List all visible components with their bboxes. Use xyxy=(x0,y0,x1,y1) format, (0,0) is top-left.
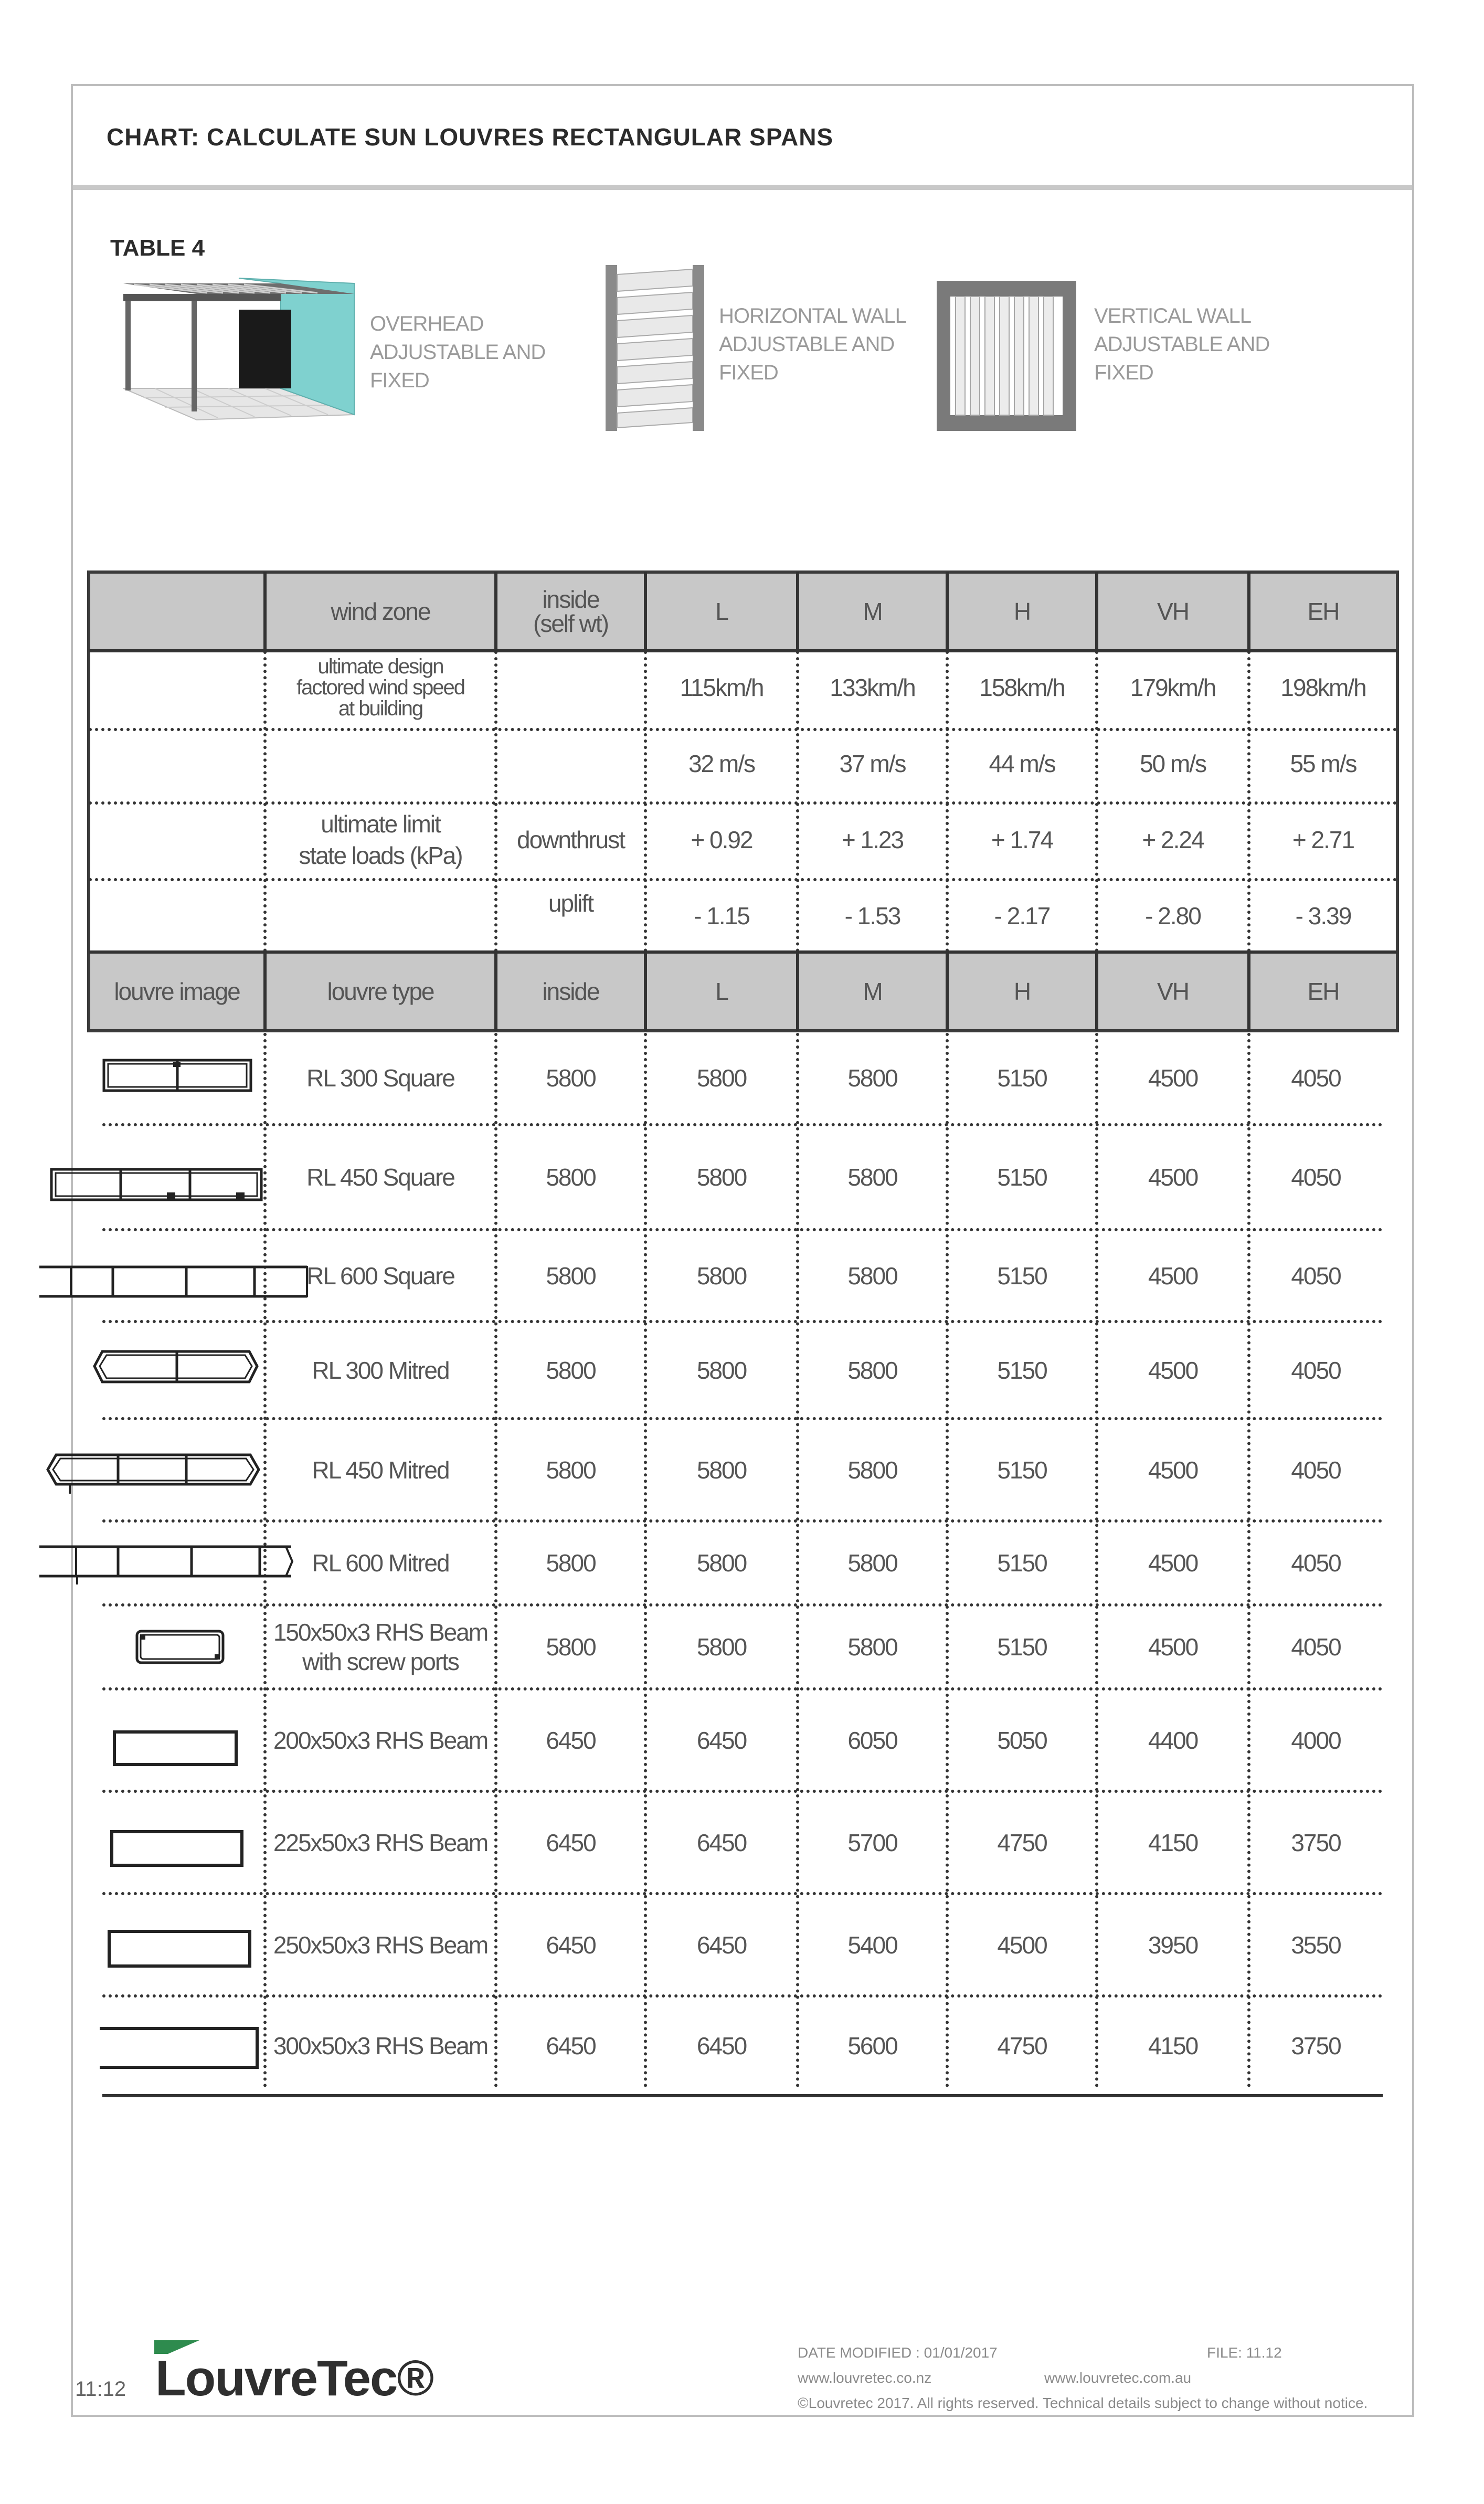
title-band xyxy=(73,86,1412,186)
span-value-eh: 4050 xyxy=(1291,1164,1341,1191)
horizontal-wall-louvre-icon xyxy=(603,265,708,436)
header-zone-l: L xyxy=(715,598,728,625)
loads-label xyxy=(265,803,496,876)
span-value-inside: 5800 xyxy=(546,1456,596,1484)
span-value-eh: 4050 xyxy=(1291,1356,1341,1384)
span-value-m: 5600 xyxy=(847,2032,897,2059)
caption-line: HORIZONTAL WALL xyxy=(719,304,906,327)
ms-vh: 50 m/s xyxy=(1139,750,1206,777)
louvre-type-line: RL 450 Mitred xyxy=(312,1456,449,1484)
header-louvre-image: louvre image xyxy=(114,978,240,1005)
span-value-eh: 4050 xyxy=(1291,1633,1341,1661)
header-wind-zone: wind zone xyxy=(331,598,430,625)
col-divider xyxy=(1095,572,1098,651)
span-value-inside: 5800 xyxy=(546,1549,596,1577)
span-value-h: 5150 xyxy=(997,1356,1047,1384)
span-value-vh: 4150 xyxy=(1148,2032,1198,2059)
louvre-type-line: RL 300 Square xyxy=(306,1064,454,1092)
kmh-vh: 179km/h xyxy=(1130,674,1216,701)
col-divider xyxy=(946,572,949,651)
span-value-h: 4500 xyxy=(997,1931,1047,1959)
span-value-vh: 4500 xyxy=(1148,1456,1198,1484)
span-value-m: 5800 xyxy=(847,1262,897,1290)
caption-line: FIXED xyxy=(370,369,429,392)
louvre-type-line: 250x50x3 RHS Beam xyxy=(273,1931,488,1959)
louvre-type-line: RL 300 Mitred xyxy=(312,1356,449,1384)
row-divider xyxy=(89,950,1397,954)
span-value-h: 4750 xyxy=(997,2032,1047,2059)
kmh-eh: 198km/h xyxy=(1280,674,1366,701)
col-divider xyxy=(644,651,647,952)
title-divider xyxy=(73,185,1412,190)
span-value-eh: 4050 xyxy=(1291,1262,1341,1290)
downthrust-label: downthrust xyxy=(516,826,624,853)
uplift-h: - 2.17 xyxy=(994,902,1050,929)
col-divider xyxy=(644,572,647,651)
header-inside: inside xyxy=(542,978,599,1005)
span-value-l: 5800 xyxy=(696,1356,747,1384)
span-value-l: 5800 xyxy=(696,1262,747,1290)
span-value-eh: 3750 xyxy=(1291,2032,1341,2059)
span-value-l: 5800 xyxy=(696,1456,747,1484)
rhs-200-beam-profile-icon xyxy=(110,1727,241,1769)
span-value-l: 5800 xyxy=(696,1633,747,1661)
header-span-l: L xyxy=(715,978,728,1005)
span-value-inside: 6450 xyxy=(546,2032,596,2059)
uplift-vh: - 2.80 xyxy=(1145,902,1201,929)
header-inside-line: (self wt) xyxy=(533,610,608,637)
span-value-h: 5150 xyxy=(997,1549,1047,1577)
caption-line: ADJUSTABLE AND xyxy=(719,333,895,356)
col-divider xyxy=(1247,572,1250,651)
rl-450-square-profile-icon xyxy=(47,1164,268,1206)
rhs-225-beam-profile-icon xyxy=(108,1826,247,1868)
row-divider xyxy=(89,728,1397,731)
vertical-wall-louvre-icon xyxy=(937,281,1078,436)
span-value-inside: 5800 xyxy=(546,1633,596,1661)
col-divider xyxy=(946,952,949,1031)
col-divider xyxy=(1247,651,1250,952)
ms-h: 44 m/s xyxy=(989,750,1055,777)
louvre-type-line: with screw ports xyxy=(302,1648,459,1675)
span-value-m: 6050 xyxy=(847,1726,897,1754)
col-divider xyxy=(494,572,497,651)
kmh-h: 158km/h xyxy=(979,674,1065,701)
span-value-vh: 3950 xyxy=(1148,1931,1198,1959)
span-value-h: 5150 xyxy=(997,1164,1047,1191)
louvre-type-cell xyxy=(265,1998,496,2094)
span-value-eh: 3750 xyxy=(1291,1829,1341,1856)
file-number: FILE: 11.12 xyxy=(1207,2344,1282,2361)
col-divider xyxy=(263,651,267,952)
span-value-l: 6450 xyxy=(696,1829,747,1856)
ms-l: 32 m/s xyxy=(688,750,755,777)
col-divider xyxy=(494,952,497,1031)
downthrust-vh: + 2.24 xyxy=(1142,826,1204,853)
span-value-h: 5150 xyxy=(997,1456,1047,1484)
span-value-vh: 4150 xyxy=(1148,1829,1198,1856)
logo-wordmark: LouvreTec® xyxy=(155,2350,433,2406)
span-value-inside: 5800 xyxy=(546,1164,596,1191)
rhs-150-beam-profile-icon xyxy=(134,1627,228,1669)
downthrust-l: + 0.92 xyxy=(691,826,752,853)
louvre-type-line: 225x50x3 RHS Beam xyxy=(273,1829,488,1856)
span-value-inside: 6450 xyxy=(546,1931,596,1959)
downthrust-h: + 1.74 xyxy=(991,826,1053,853)
header-inside-self-wt xyxy=(496,572,645,651)
rl-300-square-profile-icon xyxy=(100,1058,257,1094)
span-value-inside: 6450 xyxy=(546,1829,596,1856)
col-divider xyxy=(263,952,267,1031)
downthrust-m: + 1.23 xyxy=(841,826,904,853)
louvre-type-line: 150x50x3 RHS Beam xyxy=(273,1619,488,1646)
span-value-h: 4750 xyxy=(997,1829,1047,1856)
louvre-type-line: RL 450 Square xyxy=(306,1164,454,1191)
copyright: ©Louvretec 2017. All rights reserved. Technical details subject to change without notice. xyxy=(798,2395,1368,2411)
louvre-type-cell xyxy=(265,1033,496,1123)
uplift-m: - 1.53 xyxy=(844,902,900,929)
caption-line: ADJUSTABLE AND xyxy=(370,341,546,364)
span-value-vh: 4500 xyxy=(1148,1633,1198,1661)
row-divider xyxy=(102,2094,1383,2097)
caption-line: FIXED xyxy=(1094,361,1153,384)
header-span-m: M xyxy=(863,978,882,1005)
col-divider xyxy=(796,572,799,651)
span-value-eh: 4050 xyxy=(1291,1064,1341,1092)
label-line: ultimate limit xyxy=(321,810,440,838)
span-value-vh: 4500 xyxy=(1148,1064,1198,1092)
caption-line: FIXED xyxy=(719,361,778,384)
caption-line: OVERHEAD xyxy=(370,312,484,335)
span-value-l: 6450 xyxy=(696,1931,747,1959)
header-zone-eh: EH xyxy=(1307,598,1339,625)
uplift-label: uplift xyxy=(548,890,593,917)
col-divider xyxy=(1095,651,1098,952)
louvre-type-cell xyxy=(265,1793,496,1892)
rl-300-mitred-profile-icon xyxy=(92,1346,265,1388)
span-value-inside: 5800 xyxy=(546,1064,596,1092)
label-line: factored wind speed xyxy=(296,676,464,699)
span-value-m: 5800 xyxy=(847,1456,897,1484)
span-value-m: 5800 xyxy=(847,1164,897,1191)
span-value-inside: 6450 xyxy=(546,1726,596,1754)
span-value-h: 5150 xyxy=(997,1633,1047,1661)
ms-m: 37 m/s xyxy=(839,750,906,777)
span-value-inside: 5800 xyxy=(546,1262,596,1290)
col-divider xyxy=(796,952,799,1031)
span-value-h: 5050 xyxy=(997,1726,1047,1754)
louvre-type-cell xyxy=(265,1420,496,1519)
span-value-m: 5800 xyxy=(847,1356,897,1384)
uplift-l: - 1.15 xyxy=(694,902,749,929)
header-span-h: H xyxy=(1013,978,1031,1005)
span-value-m: 5800 xyxy=(847,1633,897,1661)
span-value-eh: 4000 xyxy=(1291,1726,1341,1754)
louvre-type-cell xyxy=(265,1126,496,1228)
rhs-250-beam-profile-icon xyxy=(105,1926,255,1971)
louvre-type-line: RL 600 Mitred xyxy=(312,1549,449,1577)
downthrust-eh: + 2.71 xyxy=(1292,826,1354,853)
label-line: ultimate design xyxy=(317,655,443,678)
header-zone-vh: VH xyxy=(1157,598,1189,625)
caption-line: ADJUSTABLE AND xyxy=(1094,333,1270,356)
col-divider xyxy=(796,651,799,952)
table-label: TABLE 4 xyxy=(110,235,205,261)
col-divider xyxy=(946,651,949,952)
ms-eh: 55 m/s xyxy=(1290,750,1356,777)
span-value-m: 5800 xyxy=(847,1064,897,1092)
span-value-m: 5400 xyxy=(847,1931,897,1959)
louvre-type-line: 200x50x3 RHS Beam xyxy=(273,1726,488,1754)
label-line: at building xyxy=(338,697,423,720)
span-value-l: 5800 xyxy=(696,1549,747,1577)
website-au[interactable]: www.louvretec.com.au xyxy=(1044,2370,1192,2386)
row-divider xyxy=(89,649,1397,652)
overhead-caption xyxy=(370,310,545,395)
col-divider xyxy=(494,651,497,952)
col-divider xyxy=(263,572,267,651)
span-value-vh: 4500 xyxy=(1148,1164,1198,1191)
louvre-type-line: 300x50x3 RHS Beam xyxy=(273,2032,488,2059)
louvre-type-cell xyxy=(265,1323,496,1417)
col-divider xyxy=(1095,952,1098,1031)
span-value-vh: 4500 xyxy=(1148,1356,1198,1384)
header-louvre-type: louvre type xyxy=(327,978,434,1005)
page-number: 11:12 xyxy=(75,2378,126,2401)
louvre-type-cell xyxy=(265,1691,496,1790)
louvre-type-cell xyxy=(265,1523,496,1603)
kmh-m: 133km/h xyxy=(830,674,915,701)
date-modified: DATE MODIFIED : 01/01/2017 xyxy=(798,2344,998,2361)
overhead-pergola-icon xyxy=(113,262,359,433)
wind-speed-label xyxy=(265,651,496,724)
span-value-h: 5150 xyxy=(997,1262,1047,1290)
span-value-eh: 4050 xyxy=(1291,1549,1341,1577)
horizontal-wall-caption xyxy=(719,302,906,387)
rl-450-mitred-profile-icon xyxy=(45,1449,265,1496)
website-nz[interactable]: www.louvretec.co.nz xyxy=(798,2370,932,2386)
span-value-inside: 5800 xyxy=(546,1356,596,1384)
header-zone-h: H xyxy=(1013,598,1031,625)
label-line: state loads (kPa) xyxy=(299,842,462,869)
louvre-type-cell xyxy=(265,1607,496,1687)
span-value-h: 5150 xyxy=(997,1064,1047,1092)
header-span-eh: EH xyxy=(1307,978,1339,1005)
col-divider xyxy=(1247,952,1250,1031)
span-value-l: 6450 xyxy=(696,2032,747,2059)
span-value-vh: 4500 xyxy=(1148,1262,1198,1290)
span-value-m: 5700 xyxy=(847,1829,897,1856)
vertical-wall-caption xyxy=(1094,302,1269,387)
span-value-l: 5800 xyxy=(696,1064,747,1092)
span-value-vh: 4400 xyxy=(1148,1726,1198,1754)
caption-line: VERTICAL WALL xyxy=(1094,304,1251,327)
span-value-m: 5800 xyxy=(847,1549,897,1577)
col-divider xyxy=(644,952,647,1031)
louvre-type-cell xyxy=(265,1895,496,1994)
span-value-eh: 4050 xyxy=(1291,1456,1341,1484)
rl-600-mitred-profile-icon xyxy=(39,1540,296,1585)
span-value-l: 5800 xyxy=(696,1164,747,1191)
rhs-300-beam-profile-icon xyxy=(100,2023,265,2076)
header-zone-m: M xyxy=(863,598,882,625)
span-value-vh: 4500 xyxy=(1148,1549,1198,1577)
row-divider xyxy=(89,801,1397,805)
span-value-eh: 3550 xyxy=(1291,1931,1341,1959)
kmh-l: 115km/h xyxy=(680,674,764,701)
uplift-eh: - 3.39 xyxy=(1295,902,1351,929)
row-divider xyxy=(89,878,1397,881)
page-title: CHART: CALCULATE SUN LOUVRES RECTANGULAR SPANS xyxy=(107,123,834,151)
header-span-vh: VH xyxy=(1157,978,1189,1005)
header-inside-line: inside xyxy=(542,586,599,613)
louvre-type-line: RL 600 Square xyxy=(306,1262,454,1290)
rl-600-square-profile-icon xyxy=(39,1260,312,1304)
span-value-l: 6450 xyxy=(696,1726,747,1754)
